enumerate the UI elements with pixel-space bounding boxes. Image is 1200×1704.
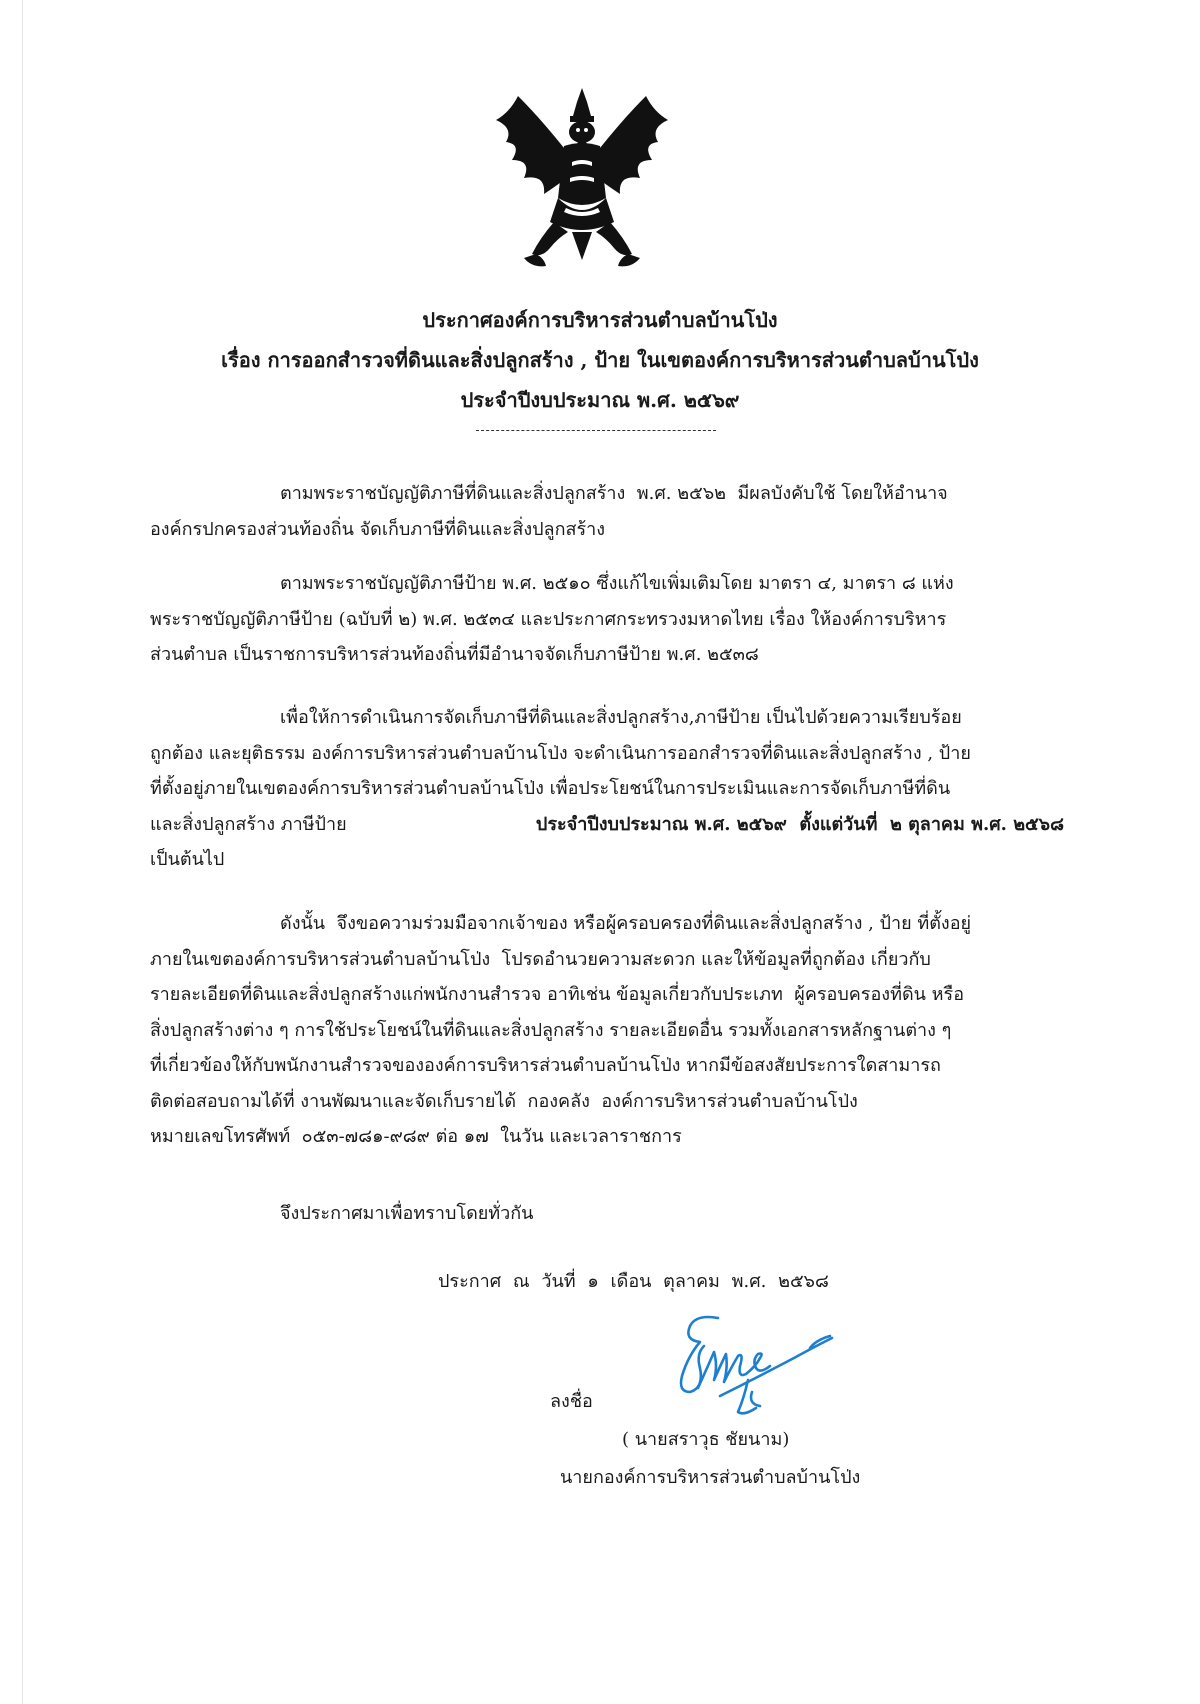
line-text: ที่ตั้งอยู่ภายในเขตองค์การบริหารส่วนตำบลบ้านโป่ง เพื่อประโยชน์ในการประเมินและการจัดเก็บภาษีที่ดิน: [150, 778, 951, 799]
line-text: ถูกต้อง และยุติธรรม องค์การบริหารส่วนตำบลบ้านโป่ง จะดำเนินการออกสำรวจที่ดินและสิ่งปลูกสร้าง , ป้าย: [150, 742, 971, 764]
survey-period-text: ประจำปีงบประมาณ พ.ศ. ๒๕๖๙ ตั้งแต่วันที่ ๒ ตุลาคม พ.ศ. ๒๕๖๘: [535, 813, 1064, 835]
paragraph-line: [150, 906, 1064, 942]
paragraph-line: [150, 1084, 1064, 1120]
scan-edge: [22, 0, 23, 1704]
signer-title: นายกองค์การบริหารส่วนตำบลบ้านโป่ง: [560, 1467, 861, 1488]
line-text: ตามพระราชบัญญัติภาษีป้าย พ.ศ. ๒๕๑๐ ซึ่งแก้ไขเพิ่มเติมโดย มาตรา ๔, มาตรา ๘ แห่ง: [280, 573, 954, 594]
paragraph-1: [150, 476, 1064, 547]
line-text: รายละเอียดที่ดินและสิ่งปลูกสร้างแก่พนักงานสำรวจ อาทิเช่น ข้อมูลเกี่ยวกับประเภท ผู้ครอบครองที่ดิน หรือ: [150, 984, 964, 1005]
paragraph-3: [150, 700, 1064, 878]
paragraph-line: [150, 736, 1064, 772]
signature-label: ลงชื่อ: [550, 1391, 593, 1412]
line-text: ติดต่อสอบถามได้ที่ งานพัฒนาและจัดเก็บรายได้ กองคลัง องค์การบริหารส่วนตำบลบ้านโป่ง: [150, 1090, 858, 1112]
line-text: ส่วนตำบล เป็นราชการบริหารส่วนท้องถิ่นที่มีอำนาจจัดเก็บภาษีป้าย พ.ศ. ๒๕๓๘: [150, 644, 759, 665]
paragraph-line: [150, 1048, 1064, 1084]
announcement-date: ประกาศ ณ วันที่ ๑ เดือน ตุลาคม พ.ศ. ๒๕๖๘: [438, 1271, 829, 1292]
paragraph-line: [150, 1119, 1064, 1155]
paragraph-line: [150, 942, 1064, 978]
line-text: ภายในเขตองค์การบริหารส่วนตำบลบ้านโป่ง โปรดอำนวยความสะดวก และให้ข้อมูลที่ถูกต้อง เกี่ยวกับ: [150, 948, 931, 970]
line-text: เป็นต้นไป: [150, 849, 225, 870]
line-text: ที่เกี่ยวข้องให้กับพนักงานสำรวจขององค์การบริหารส่วนตำบลบ้านโป่ง หากมีข้อสงสัยประการใดสามารถ: [150, 1055, 941, 1076]
paragraph-2: [150, 566, 1064, 673]
line-text: พระราชบัญญัติภาษีป้าย (ฉบับที่ ๒) พ.ศ. ๒๕๓๔ และประกาศกระทรวงมหาดไทย เรื่อง ให้องค์การบริหาร: [150, 608, 947, 630]
paragraph-line: [150, 637, 1064, 673]
line-text: เพื่อให้การดำเนินการจัดเก็บภาษีที่ดินและสิ่งปลูกสร้าง,ภาษีป้าย เป็นไปด้วยความเรียบร้อย: [280, 707, 962, 728]
dashed-divider: [476, 430, 716, 431]
paragraph-line: [150, 977, 1064, 1013]
title-line-2: เรื่อง การออกสำรวจที่ดินและสิ่งปลูกสร้าง , ป้าย ในเขตองค์การบริหารส่วนตำบลบ้านโป่ง: [221, 348, 979, 372]
line-text: หมายเลขโทรศัพท์ ๐๕๓-๗๘๑-๙๘๙ ต่อ ๑๗ ในวัน และเวลาราชการ: [150, 1126, 682, 1147]
line-text: ตามพระราชบัญญัติภาษีที่ดินและสิ่งปลูกสร้าง พ.ศ. ๒๕๖๒ มีผลบังคับใช้ โดยให้อำนาจ: [280, 483, 948, 504]
line-text: องค์กรปกครองส่วนท้องถิ่น จัดเก็บภาษีที่ดินและสิ่งปลูกสร้าง: [150, 518, 606, 540]
paragraph-line: [150, 700, 1064, 736]
paragraph-line: [150, 1013, 1064, 1049]
paragraph-4: [150, 906, 1064, 1155]
title-line-3: ประจำปีงบประมาณ พ.ศ. ๒๕๖๙: [460, 388, 740, 412]
paragraph-line: [150, 476, 1064, 512]
title-line-1: ประกาศองค์การบริหารส่วนตำบลบ้านโป่ง: [422, 308, 778, 332]
paragraph-line: [150, 602, 1064, 638]
paragraph-line: [150, 807, 1064, 843]
signer-name: ( นายสราวุธ ชัยนาม): [622, 1429, 790, 1450]
paragraph-line: [150, 771, 1064, 807]
paragraph-line: [150, 566, 1064, 602]
paragraph-line: [150, 512, 1064, 548]
announcement-title: [160, 300, 1040, 420]
line-text: ดังนั้น จึงขอความร่วมมือจากเจ้าของ หรือผู้ครอบครองที่ดินและสิ่งปลูกสร้าง , ป้าย ที่ตั้งอยู่: [280, 913, 972, 934]
garuda-emblem-icon: [488, 82, 676, 282]
handwritten-signature: [660, 1296, 840, 1426]
line-text: และสิ่งปลูกสร้าง ภาษีป้าย: [150, 813, 353, 835]
line-text: สิ่งปลูกสร้างต่าง ๆ การใช้ประโยชน์ในที่ดินและสิ่งปลูกสร้าง รายละเอียดอื่น รวมทั้งเอกสารหลักฐานต่าง ๆ: [150, 1019, 952, 1041]
paragraph-line: [150, 842, 1064, 878]
closing-statement: จึงประกาศมาเพื่อทราบโดยทั่วกัน: [280, 1203, 534, 1224]
